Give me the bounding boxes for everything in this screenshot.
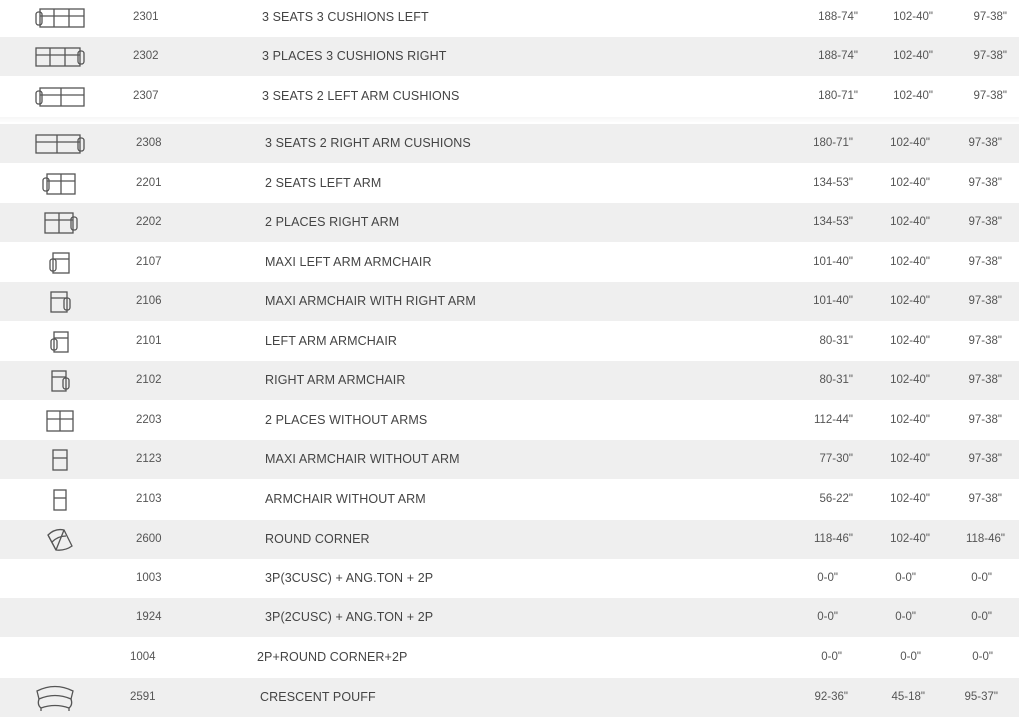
product-description: 3 SEATS 2 RIGHT ARM CUSHIONS — [265, 136, 471, 150]
product-code: 2202 — [136, 216, 162, 228]
product-description: MAXI LEFT ARM ARMCHAIR — [265, 255, 432, 269]
maxi-left-arm-armchair-icon — [30, 243, 90, 282]
product-description: 3P(2CUSC) + ANG.TON + 2P — [265, 610, 434, 624]
dimension-height: 95-37" — [964, 691, 998, 703]
product-code: 2102 — [136, 374, 162, 386]
product-description: ARMCHAIR WITHOUT ARM — [265, 492, 426, 506]
dimension-height: 97-38" — [968, 137, 1002, 149]
product-code: 2101 — [136, 335, 162, 347]
dimension-width: 188-74" — [818, 50, 858, 62]
dimension-height: 97-38" — [973, 50, 1007, 62]
product-code: 2107 — [136, 256, 162, 268]
product-description: 3 SEATS 3 CUSHIONS LEFT — [262, 10, 429, 24]
product-description: 2 PLACES WITHOUT ARMS — [265, 413, 428, 427]
maxi-right-arm-armchair-icon — [30, 282, 90, 321]
dimension-depth: 45-18" — [891, 691, 925, 703]
table-row — [0, 678, 1019, 717]
product-description: 3 SEATS 2 LEFT ARM CUSHIONS — [262, 89, 460, 103]
product-description: 3 PLACES 3 CUSHIONS RIGHT — [262, 49, 447, 63]
product-code: 2302 — [133, 50, 159, 62]
dimension-depth: 102-40" — [890, 453, 930, 465]
dimension-depth: 102-40" — [890, 177, 930, 189]
two-seat-left-arm-sofa-icon — [30, 164, 90, 203]
table-row — [0, 0, 1019, 37]
table-row — [0, 37, 1019, 76]
dimension-height: 0-0" — [972, 651, 993, 663]
table-row — [0, 282, 1019, 321]
maxi-armless-armchair-icon — [30, 440, 90, 479]
table-row — [0, 520, 1019, 559]
dimension-depth: 102-40" — [890, 533, 930, 545]
product-description: LEFT ARM ARMCHAIR — [265, 334, 398, 348]
product-description: 2 PLACES RIGHT ARM — [265, 215, 400, 229]
dimension-width: 0-0" — [817, 611, 838, 623]
product-description: RIGHT ARM ARMCHAIR — [265, 373, 406, 387]
dimension-depth: 102-40" — [890, 137, 930, 149]
dimension-height: 97-38" — [973, 90, 1007, 102]
dimension-depth: 0-0" — [900, 651, 921, 663]
dimension-width: 80-31" — [819, 335, 853, 347]
dimension-depth: 102-40" — [893, 50, 933, 62]
product-code: 2123 — [136, 453, 162, 465]
dimension-depth: 102-40" — [890, 295, 930, 307]
dimension-width: 92-36" — [814, 691, 848, 703]
dimension-height: 0-0" — [971, 611, 992, 623]
dimension-width: 180-71" — [818, 90, 858, 102]
dimension-height: 97-38" — [968, 374, 1002, 386]
round-corner-icon — [30, 520, 90, 559]
product-description: ROUND CORNER — [265, 532, 370, 546]
dimension-depth: 102-40" — [890, 216, 930, 228]
dimension-depth: 102-40" — [893, 11, 933, 23]
product-code: 1003 — [136, 572, 162, 584]
dimension-height: 97-38" — [968, 295, 1002, 307]
table-row — [0, 243, 1019, 282]
table-row — [0, 361, 1019, 400]
dimension-height: 97-38" — [968, 216, 1002, 228]
dimension-width: 118-46" — [813, 533, 853, 545]
table-row — [0, 164, 1019, 203]
product-code: 2591 — [130, 691, 156, 703]
dimension-width: 112-44" — [813, 414, 853, 426]
dimension-width: 134-53" — [813, 216, 853, 228]
table-row — [0, 559, 1019, 598]
product-code: 2103 — [136, 493, 162, 505]
table-row — [0, 440, 1019, 479]
product-description: 2 SEATS LEFT ARM — [265, 176, 382, 190]
dimension-depth: 102-40" — [890, 256, 930, 268]
product-description: MAXI ARMCHAIR WITHOUT ARM — [265, 452, 460, 466]
product-code: 2307 — [133, 90, 159, 102]
dimension-depth: 102-40" — [890, 493, 930, 505]
dimension-height: 97-38" — [968, 177, 1002, 189]
dimension-height: 97-38" — [973, 11, 1007, 23]
dimension-height: 97-38" — [968, 256, 1002, 268]
dimension-depth: 102-40" — [893, 90, 933, 102]
product-code: 2308 — [136, 137, 162, 149]
product-code: 2301 — [133, 11, 159, 23]
table-row — [0, 203, 1019, 242]
dimension-width: 101-40" — [813, 256, 853, 268]
product-description: 2P+ROUND CORNER+2P — [257, 650, 408, 664]
table-row — [0, 77, 1019, 116]
dimension-width: 56-22" — [819, 493, 853, 505]
dimension-width: 180-71" — [813, 137, 853, 149]
crescent-pouff-icon — [25, 678, 85, 717]
dimension-width: 134-53" — [813, 177, 853, 189]
dimension-depth: 102-40" — [890, 335, 930, 347]
table-row — [0, 480, 1019, 519]
product-description: MAXI ARMCHAIR WITH RIGHT ARM — [265, 294, 476, 308]
table-row — [0, 124, 1019, 163]
dimension-width: 188-74" — [818, 11, 858, 23]
table-row — [0, 322, 1019, 361]
section-divider — [0, 117, 1019, 122]
dimension-depth: 102-40" — [890, 414, 930, 426]
product-code: 2201 — [136, 177, 162, 189]
three-seat-left-arm-sofa-icon — [30, 0, 90, 37]
armless-armchair-icon — [30, 480, 90, 519]
dimension-width: 77-30" — [819, 453, 853, 465]
table-row — [0, 598, 1019, 637]
three-seat-two-cushion-left-sofa-icon — [30, 77, 90, 116]
three-seat-two-cushion-right-sofa-icon — [30, 124, 90, 163]
dimension-height: 97-38" — [968, 453, 1002, 465]
dimension-depth: 0-0" — [895, 611, 916, 623]
product-code: 1924 — [136, 611, 162, 623]
left-arm-armchair-icon — [30, 322, 90, 361]
product-code: 2600 — [136, 533, 162, 545]
product-code: 2106 — [136, 295, 162, 307]
product-code: 2203 — [136, 414, 162, 426]
dimension-height: 97-38" — [968, 414, 1002, 426]
two-seat-right-arm-sofa-icon — [30, 203, 90, 242]
dimension-height: 97-38" — [968, 493, 1002, 505]
three-seat-right-arm-sofa-icon — [30, 37, 90, 76]
table-row — [0, 401, 1019, 440]
dimension-width: 101-40" — [813, 295, 853, 307]
two-seat-armless-icon — [30, 401, 90, 440]
dimension-width: 80-31" — [819, 374, 853, 386]
dimension-width: 0-0" — [821, 651, 842, 663]
dimension-width: 0-0" — [817, 572, 838, 584]
product-description: CRESCENT POUFF — [260, 690, 376, 704]
table-row — [0, 638, 1019, 677]
product-code: 1004 — [130, 651, 156, 663]
right-arm-armchair-icon — [30, 361, 90, 400]
dimension-depth: 102-40" — [890, 374, 930, 386]
dimension-height: 97-38" — [968, 335, 1002, 347]
dimension-depth: 0-0" — [895, 572, 916, 584]
product-description: 3P(3CUSC) + ANG.TON + 2P — [265, 571, 434, 585]
dimension-height: 118-46" — [965, 533, 1005, 545]
dimension-height: 0-0" — [971, 572, 992, 584]
